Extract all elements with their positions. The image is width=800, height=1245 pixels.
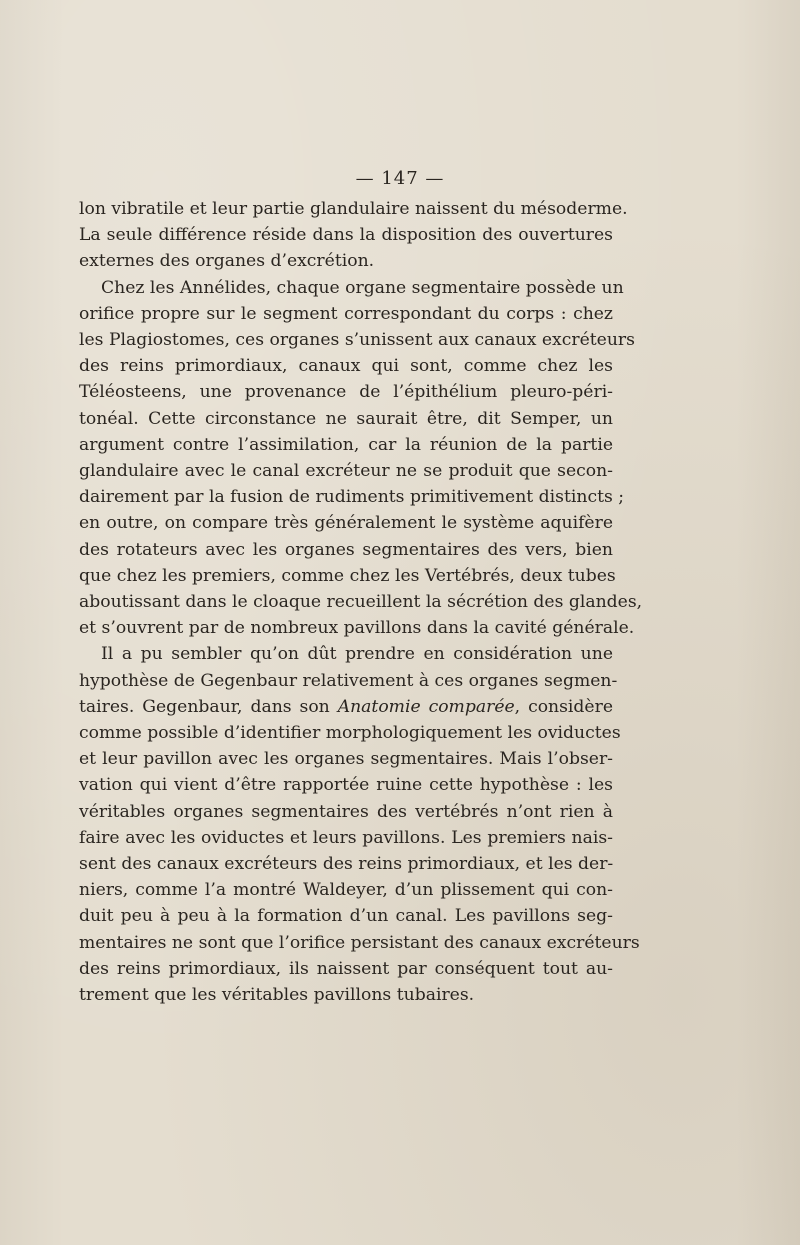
text-line: Il a pu sembler qu’on dût prendre en considération une [101,644,613,665]
text-line: des rotateurs avec les organes segmentaires des vers, bien [79,539,613,560]
text-line: des reins primordiaux, canaux qui sont, comme chez les [79,356,613,377]
text-line: lon vibratile et leur partie glandulaire naissent du mésoderme. [79,199,628,219]
text-line: Chez les Annélides, chaque organe segmentaire possède un [101,277,624,298]
text-line: et s’ouvrent par de nombreux pavillons dans la cavité générale. [79,618,635,639]
text-line: La seule différence réside dans la disposition des ouvertures [79,225,613,246]
paragraph-3 [79,641,640,1008]
text-line: niers, comme l’a montré Waldeyer, d’un plissement qui con- [79,880,613,901]
text-line: des reins primordiaux, ils naissent par conséquent tout au- [79,958,613,979]
text-run: taires. Gegenbaur, dans son [79,696,338,717]
text-line: dairement par la fusion de rudiments primitivement distincts ; [79,487,625,508]
text-line: glandulaire avec le canal excréteur ne se produit que secon- [79,461,613,482]
text-line: externes des organes d’excrétion. [79,251,375,272]
text-line: argument contre l’assimilation, car la réunion de la partie [79,434,613,455]
book-title-italic: Anatomie comparée [337,696,515,717]
text-line [79,694,613,720]
text-line: orifice propre sur le segment correspondant du corps : chez [79,303,613,324]
page-number: — 147 — [355,168,445,189]
text-line: trement que les véritables pavillons tubaires. [79,985,475,1006]
text-run: , considère [514,696,613,717]
text-line: que chez les premiers, comme chez les Vertébrés, deux tubes [79,565,616,586]
text-line: comme possible d’identifier morphologiquement les oviductes [79,723,621,744]
text-line: tonéal. Cette circonstance ne saurait être, dit Semper, un [79,408,613,429]
text-line: véritables organes segmentaires des vertébrés n’ont rien à [79,801,613,822]
text-line: et leur pavillon avec les organes segmentaires. Mais l’obser- [79,749,613,770]
text-line: duit peu à peu à la formation d’un canal. Les pavillons seg- [79,906,613,927]
paragraph-2 [79,275,643,642]
paragraph-1 [79,196,628,275]
page-body [79,196,643,1008]
text-line: aboutissant dans le cloaque recueillent la sécrétion des glandes, [79,592,643,613]
text-line: vation qui vient d’être rapportée ruine cette hypothèse : les [79,775,613,796]
text-line: mentaires ne sont que l’orifice persistant des canaux excréteurs [79,932,640,953]
text-line: les Plagiostomes, ces organes s’unissent aux canaux excréteurs [79,330,635,351]
text-line: hypothèse de Gegenbaur relativement à ces organes segmen- [79,670,618,691]
text-line: faire avec les oviductes et leurs pavillons. Les premiers nais- [79,827,613,848]
text-line: sent des canaux excréteurs des reins primordiaux, et les der- [79,854,614,875]
text-line: Téléosteens, une provenance de l’épithélium pleuro-péri- [79,382,613,403]
text-line: en outre, on compare très généralement le système aquifère [79,513,613,534]
